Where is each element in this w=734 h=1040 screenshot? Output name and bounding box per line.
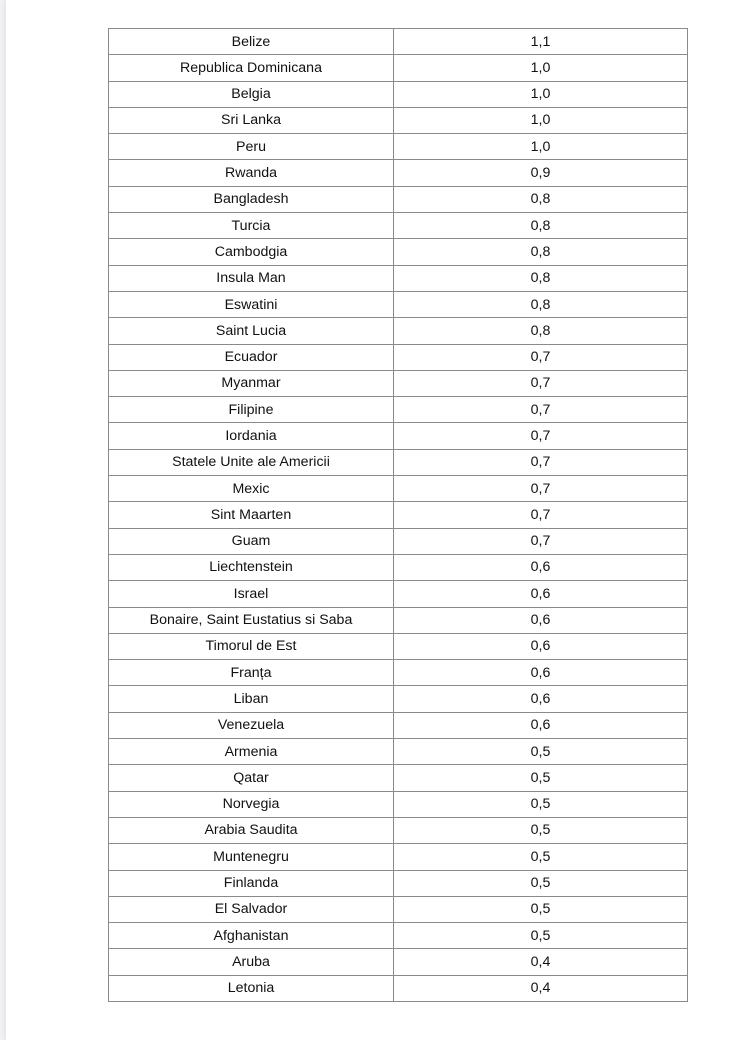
country-cell: Armenia [109,739,394,765]
value-cell: 0,7 [394,370,688,396]
country-cell: Sri Lanka [109,107,394,133]
value-cell: 0,6 [394,581,688,607]
value-cell: 1,1 [394,29,688,55]
table-row [109,449,688,475]
value-cell: 0,8 [394,291,688,317]
table-row [109,581,688,607]
table-row [109,107,688,133]
value-cell: 0,8 [394,318,688,344]
table-row [109,81,688,107]
country-cell: Sint Maarten [109,502,394,528]
country-cell: Muntenegru [109,844,394,870]
value-cell: 0,6 [394,633,688,659]
table-row [109,370,688,396]
table-row [109,607,688,633]
country-cell: Bonaire, Saint Eustatius si Saba [109,607,394,633]
value-cell: 0,7 [394,449,688,475]
table-row [109,134,688,160]
value-cell: 0,6 [394,607,688,633]
country-cell: Ecuador [109,344,394,370]
value-cell: 0,4 [394,949,688,975]
country-cell: Norvegia [109,791,394,817]
value-cell: 0,7 [394,344,688,370]
table-row [109,844,688,870]
country-cell: Liban [109,686,394,712]
country-cell: Bangladesh [109,186,394,212]
country-cell: Statele Unite ale Americii [109,449,394,475]
country-cell: Liechtenstein [109,554,394,580]
value-cell: 0,6 [394,686,688,712]
country-cell: Belgia [109,81,394,107]
table-row [109,186,688,212]
country-cell: Aruba [109,949,394,975]
value-cell: 0,7 [394,476,688,502]
value-cell: 0,5 [394,791,688,817]
table-row [109,817,688,843]
table-row [109,870,688,896]
table-row [109,160,688,186]
table-row [109,476,688,502]
table-row [109,344,688,370]
value-cell: 0,5 [394,896,688,922]
value-cell: 0,7 [394,423,688,449]
value-cell: 0,5 [394,739,688,765]
value-cell: 0,8 [394,265,688,291]
value-cell: 0,8 [394,213,688,239]
table-row [109,765,688,791]
value-cell: 0,7 [394,528,688,554]
value-cell: 0,7 [394,397,688,423]
country-cell: Peru [109,134,394,160]
value-cell: 0,5 [394,765,688,791]
table-row [109,923,688,949]
country-cell: Rwanda [109,160,394,186]
value-cell: 0,6 [394,554,688,580]
value-cell: 0,5 [394,870,688,896]
table-row [109,975,688,1001]
table-row [109,213,688,239]
table-row [109,739,688,765]
country-cell: Qatar [109,765,394,791]
value-cell: 0,8 [394,239,688,265]
country-cell: Franța [109,660,394,686]
country-cell: Republica Dominicana [109,55,394,81]
table-row [109,265,688,291]
table-row [109,423,688,449]
country-cell: Eswatini [109,291,394,317]
country-cell: El Salvador [109,896,394,922]
table-row [109,528,688,554]
country-cell: Turcia [109,213,394,239]
value-cell: 0,4 [394,975,688,1001]
value-cell: 1,0 [394,134,688,160]
value-cell: 1,0 [394,81,688,107]
value-cell: 0,5 [394,817,688,843]
country-cell: Arabia Saudita [109,817,394,843]
value-cell: 1,0 [394,55,688,81]
table-row [109,633,688,659]
document-page [6,0,734,1040]
country-cell: Venezuela [109,712,394,738]
value-cell: 0,6 [394,712,688,738]
table-row [109,239,688,265]
country-values-table [108,28,688,1002]
country-cell: Mexic [109,476,394,502]
country-cell: Afghanistan [109,923,394,949]
country-cell: Letonia [109,975,394,1001]
value-cell: 0,9 [394,160,688,186]
table-row [109,686,688,712]
value-cell: 1,0 [394,107,688,133]
table-row [109,712,688,738]
table-body [109,29,688,1002]
table-row [109,660,688,686]
table-row [109,291,688,317]
table-row [109,29,688,55]
country-cell: Timorul de Est [109,633,394,659]
country-cell: Saint Lucia [109,318,394,344]
country-cell: Israel [109,581,394,607]
country-cell: Filipine [109,397,394,423]
country-cell: Myanmar [109,370,394,396]
country-cell: Iordania [109,423,394,449]
country-cell: Finlanda [109,870,394,896]
country-cell: Insula Man [109,265,394,291]
table-row [109,55,688,81]
country-cell: Cambodgia [109,239,394,265]
table-row [109,791,688,817]
country-cell: Guam [109,528,394,554]
value-cell: 0,8 [394,186,688,212]
value-cell: 0,7 [394,502,688,528]
value-cell: 0,5 [394,923,688,949]
table-row [109,896,688,922]
value-cell: 0,6 [394,660,688,686]
country-cell: Belize [109,29,394,55]
table-row [109,949,688,975]
table-row [109,554,688,580]
table-row [109,318,688,344]
table-row [109,397,688,423]
table-row [109,502,688,528]
value-cell: 0,5 [394,844,688,870]
